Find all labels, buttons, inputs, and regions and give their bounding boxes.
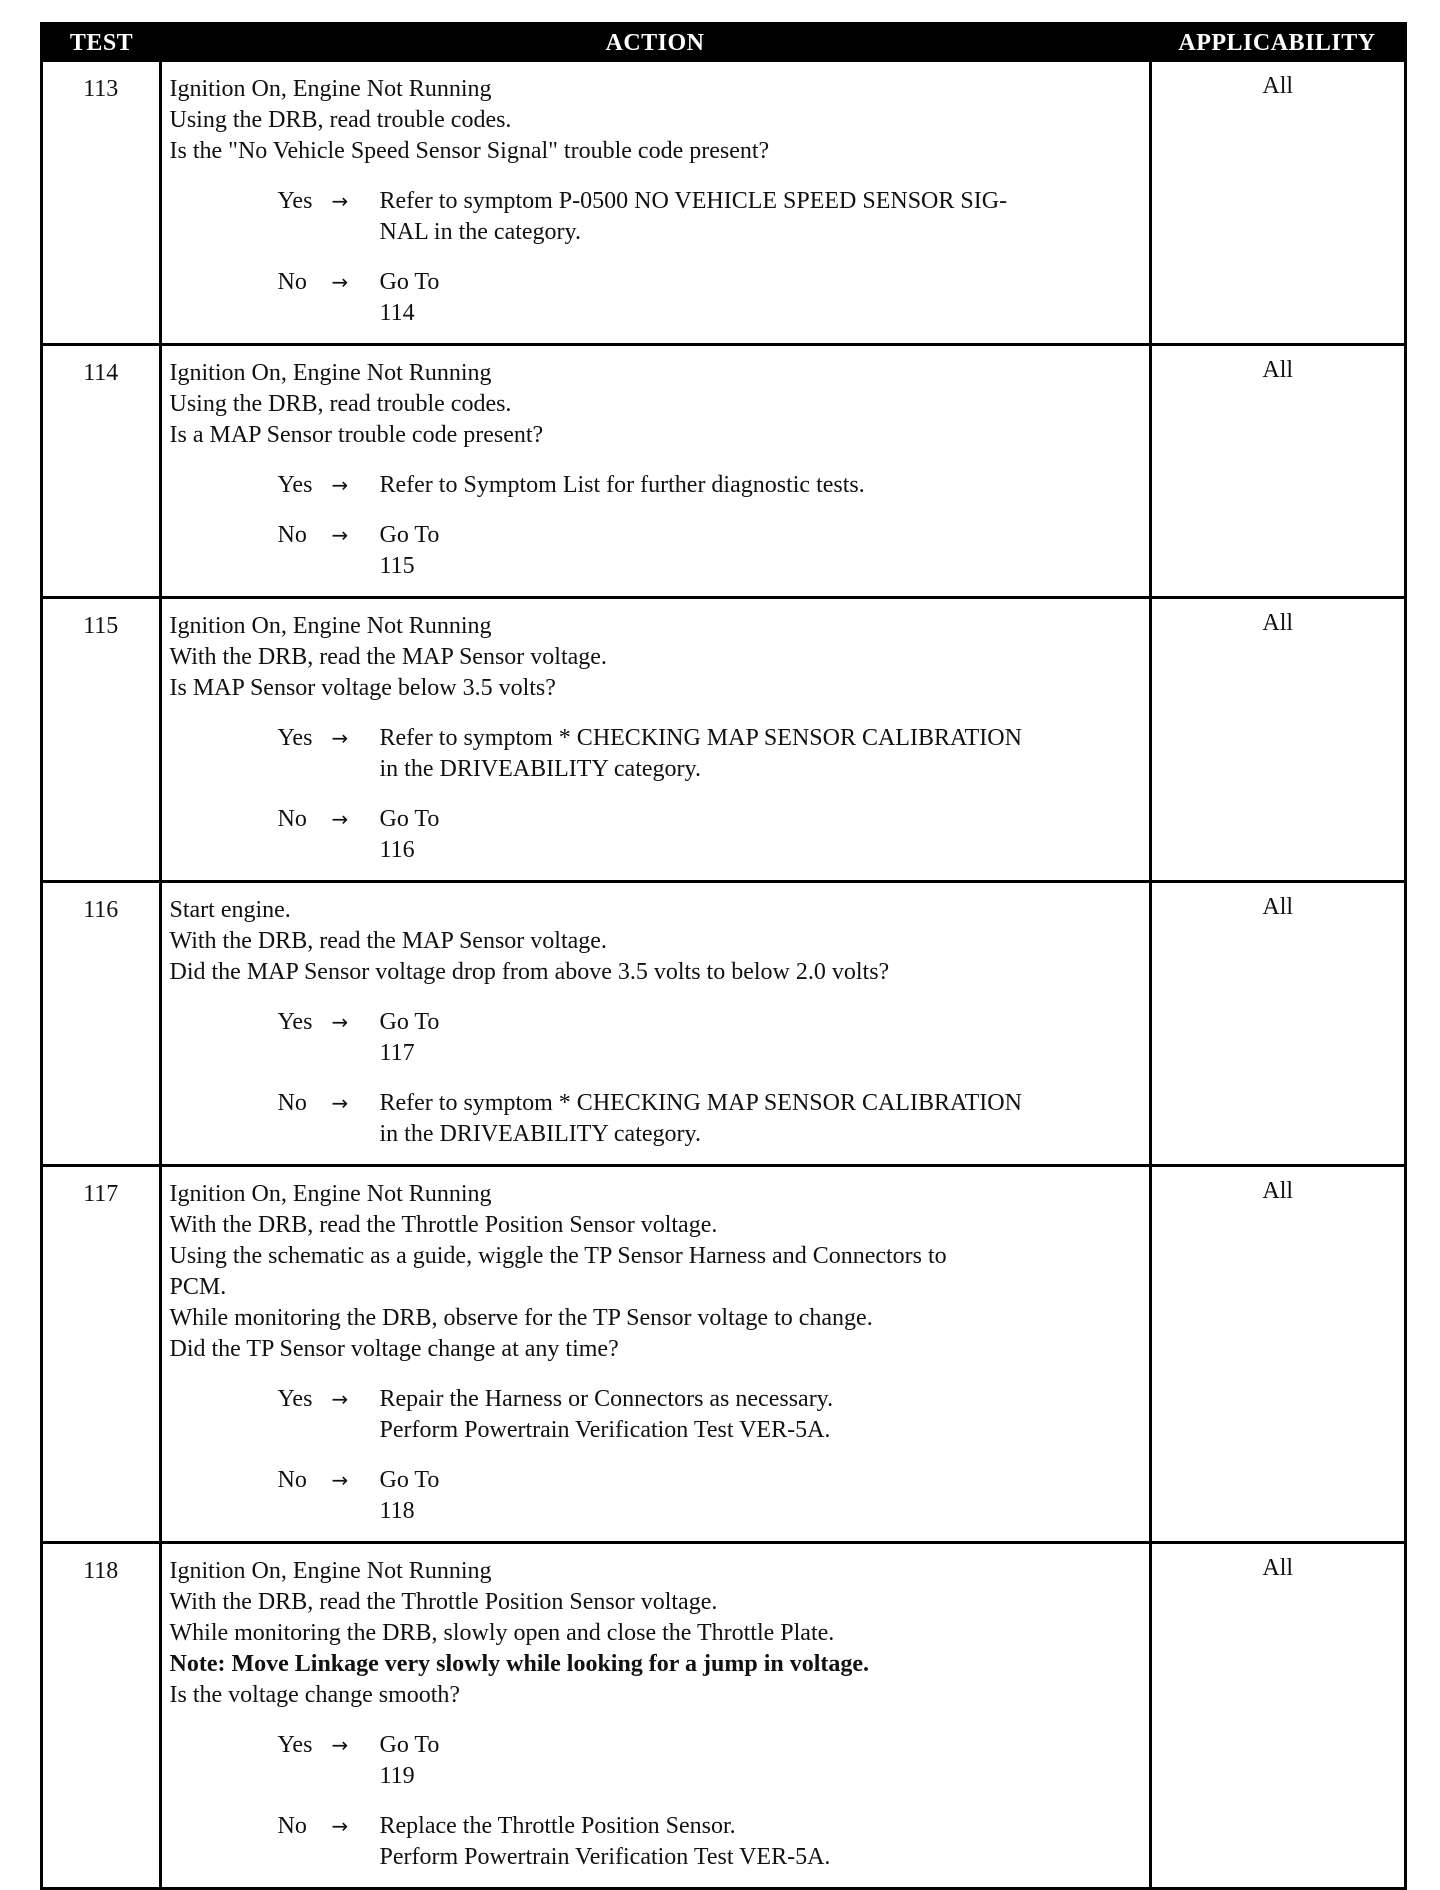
diagnostic-table (43, 25, 1404, 1887)
table-row-113 (43, 62, 1404, 345)
arrow-icon: → (331, 1733, 349, 1757)
arrow-icon: → (331, 1814, 349, 1838)
header-test: TEST (43, 25, 160, 62)
no-label: No (277, 806, 307, 832)
goto-target: 118 (379, 1498, 415, 1524)
goto-instruction (380, 1465, 1145, 1527)
arrow-icon: → (331, 1091, 349, 1115)
yes-label: Yes (277, 188, 313, 214)
yes-label: Yes (277, 1386, 313, 1412)
result-line: Refer to symptom * CHECKING MAP SENSOR CALIBRATION (379, 725, 1022, 751)
arrow-icon: → (331, 1387, 349, 1411)
result-line: Replace the Throttle Position Sensor. (379, 1813, 736, 1839)
yes-result (380, 1730, 1145, 1792)
test-number: 116 (43, 882, 160, 1166)
no-result (380, 1465, 1145, 1527)
no-result (380, 1088, 1145, 1150)
yes-answer (170, 1384, 1145, 1446)
table-row-115 (43, 598, 1404, 882)
action-line: PCM. (169, 1274, 227, 1300)
no-answer (170, 1811, 1145, 1873)
no-label: No (277, 1467, 307, 1493)
goto-target: 119 (379, 1763, 415, 1789)
goto-keyword: Go To (379, 522, 440, 548)
action-cell (160, 345, 1150, 598)
goto-target: 115 (379, 553, 415, 579)
table-row-118 (43, 1543, 1404, 1888)
goto-target: 114 (379, 300, 415, 326)
arrow-icon: → (331, 726, 349, 750)
yes-answer (170, 723, 1145, 785)
result-line: Refer to Symptom List for further diagnostic tests. (379, 472, 865, 498)
yes-label: Yes (277, 472, 313, 498)
action-cell (160, 598, 1150, 882)
yes-answer (170, 1007, 1145, 1069)
action-line: While monitoring the DRB, slowly open and close the Throttle Plate. (169, 1620, 835, 1646)
yes-result (380, 470, 1145, 501)
action-line: Start engine. (169, 897, 291, 923)
yes-result (380, 1007, 1145, 1069)
goto-keyword: Go To (379, 1009, 440, 1035)
yes-answer (170, 470, 1145, 501)
no-result (380, 804, 1145, 866)
no-answer (170, 520, 1145, 582)
goto-keyword: Go To (379, 269, 440, 295)
arrow-icon: → (331, 189, 349, 213)
result-line: Refer to symptom * CHECKING MAP SENSOR CALIBRATION (379, 1090, 1022, 1116)
applicability-value: All (1150, 882, 1404, 1166)
header-action: ACTION (160, 25, 1150, 62)
applicability-value: All (1150, 598, 1404, 882)
table-row-116 (43, 882, 1404, 1166)
goto-target: 116 (379, 837, 415, 863)
yes-label: Yes (277, 1732, 313, 1758)
yes-answer (170, 1730, 1145, 1792)
no-label: No (277, 269, 307, 295)
no-answer (170, 1088, 1145, 1150)
test-number: 115 (43, 598, 160, 882)
yes-result (380, 1384, 1145, 1446)
applicability-value: All (1150, 345, 1404, 598)
result-line: Perform Powertrain Verification Test VER-5A. (379, 1844, 831, 1870)
goto-instruction (380, 804, 1145, 866)
result-line: Refer to symptom P-0500 NO VEHICLE SPEED SENSOR SIG- (379, 188, 1008, 214)
action-cell (160, 1166, 1150, 1543)
yes-result (380, 723, 1145, 785)
no-result (380, 1811, 1145, 1873)
goto-instruction (380, 520, 1145, 582)
table-row-117 (43, 1166, 1404, 1543)
no-answer (170, 804, 1145, 866)
result-line: Repair the Harness or Connectors as necessary. (379, 1386, 834, 1412)
applicability-value: All (1262, 73, 1294, 99)
action-line: Using the schematic as a guide, wiggle the TP Sensor Harness and Connectors to (169, 1243, 947, 1269)
header-applicability: APPLICABILITY (1150, 25, 1404, 62)
action-line: With the DRB, read the Throttle Position Sensor voltage. (169, 1589, 718, 1615)
test-number: 114 (43, 345, 160, 598)
action-cell (160, 1543, 1150, 1888)
action-line: Is MAP Sensor voltage below 3.5 volts? (169, 675, 556, 701)
action-line: While monitoring the DRB, observe for the TP Sensor voltage to change. (169, 1305, 873, 1331)
action-line: Is a MAP Sensor trouble code present? (169, 422, 544, 448)
goto-keyword: Go To (379, 1732, 440, 1758)
result-line: Perform Powertrain Verification Test VER-5A. (379, 1417, 831, 1443)
action-line: Ignition On, Engine Not Running (169, 613, 492, 639)
arrow-icon: → (331, 807, 349, 831)
action-line: With the DRB, read the Throttle Position Sensor voltage. (169, 1212, 718, 1238)
arrow-icon: → (331, 473, 349, 497)
goto-target: 117 (379, 1040, 415, 1066)
no-label: No (277, 522, 307, 548)
question-line: Is the voltage change smooth? (169, 1682, 461, 1708)
test-number: 118 (43, 1543, 160, 1888)
yes-answer (170, 186, 1145, 248)
result-line: NAL in the category. (379, 219, 581, 245)
action-line: Ignition On, Engine Not Running (169, 1181, 492, 1207)
no-result (380, 520, 1145, 582)
goto-instruction (380, 1007, 1145, 1069)
no-result (380, 267, 1145, 329)
no-answer (170, 1465, 1145, 1527)
action-line: With the DRB, read the MAP Sensor voltage. (169, 644, 607, 670)
no-label: No (277, 1813, 307, 1839)
test-number: 117 (43, 1166, 160, 1543)
note-line: Note: Move Linkage very slowly while looking for a jump in voltage. (169, 1651, 870, 1677)
diagnostic-table-sheet (40, 22, 1407, 1890)
action-line: Using the DRB, read trouble codes. (169, 391, 512, 417)
result-line: in the DRIVEABILITY category. (379, 756, 701, 782)
yes-result (380, 186, 1145, 248)
action-line: Ignition On, Engine Not Running (169, 360, 492, 386)
action-line: Using the DRB, read trouble codes. (169, 107, 512, 133)
goto-instruction (380, 267, 1145, 329)
action-line: Did the TP Sensor voltage change at any time? (169, 1336, 619, 1362)
result-line: in the DRIVEABILITY category. (379, 1121, 701, 1147)
arrow-icon: → (331, 523, 349, 547)
goto-keyword: Go To (379, 806, 440, 832)
action-line: Did the MAP Sensor voltage drop from above 3.5 volts to below 2.0 volts? (169, 959, 890, 985)
action-line: Ignition On, Engine Not Running (169, 76, 492, 102)
table-row-114 (43, 345, 1404, 598)
goto-instruction (380, 1730, 1145, 1792)
action-line: Is the "No Vehicle Speed Sensor Signal" trouble code present? (169, 138, 770, 164)
action-line: Ignition On, Engine Not Running (169, 1558, 492, 1584)
applicability-value: All (1150, 1166, 1404, 1543)
yes-label: Yes (277, 725, 313, 751)
action-line: With the DRB, read the MAP Sensor voltage. (169, 928, 607, 954)
no-label: No (277, 1090, 307, 1116)
action-cell (160, 62, 1150, 345)
arrow-icon: → (331, 1010, 349, 1034)
action-cell (160, 882, 1150, 1166)
arrow-icon: → (331, 1468, 349, 1492)
no-answer (170, 267, 1145, 329)
table-header-row (43, 25, 1404, 62)
applicability-value: All (1150, 1543, 1404, 1888)
arrow-icon: → (331, 270, 349, 294)
yes-label: Yes (277, 1009, 313, 1035)
goto-keyword: Go To (379, 1467, 440, 1493)
test-number: 113 (43, 62, 160, 345)
